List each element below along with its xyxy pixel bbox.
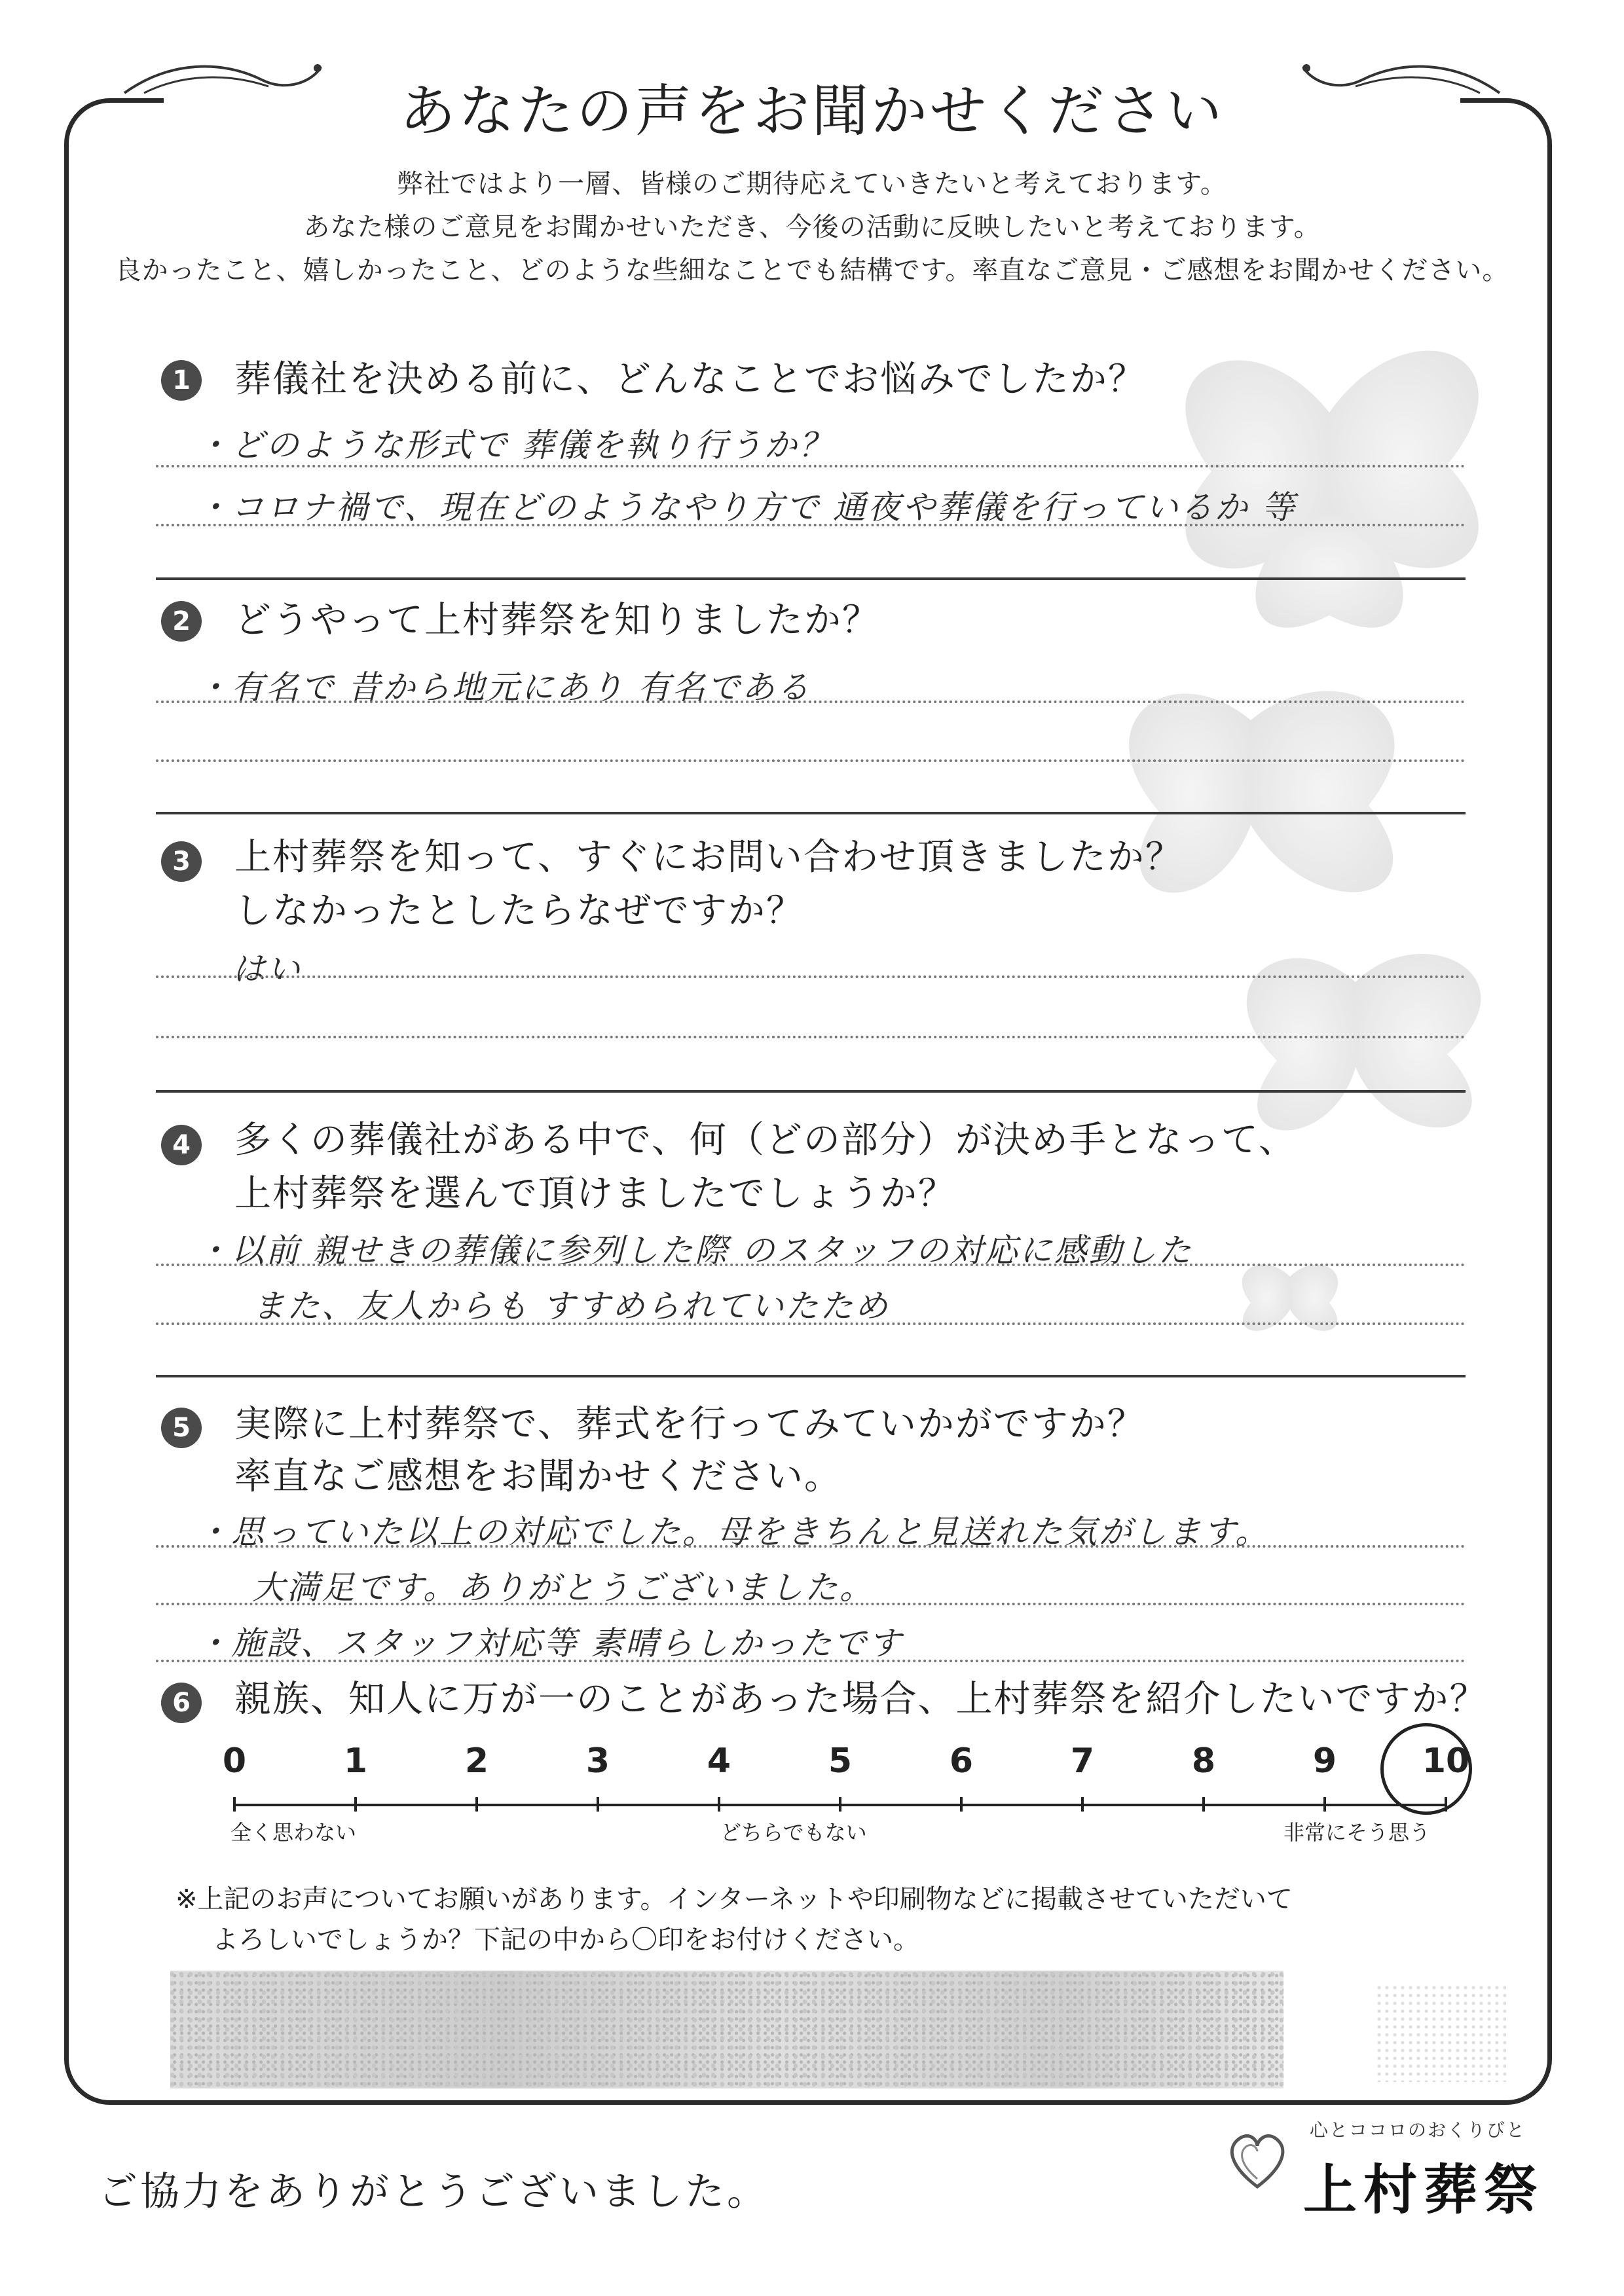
answer-line [156, 1545, 1466, 1548]
question-1-text: 葬儀社を決める前に、どんなことでお悩みでしたか？ [234, 358, 1146, 401]
scale-label-mid: どちらでもない [720, 1820, 867, 1845]
scale-tick [839, 1797, 841, 1812]
answer-5-line-1: ・思っていた以上の対応でした。母をきちんと見送れた気がします。 [196, 1513, 1270, 1551]
scale-value-1[interactable]: 1 [343, 1741, 368, 1781]
scale-tick [475, 1797, 478, 1812]
question-3-number: 3 [161, 841, 202, 882]
question-3-text-line-2: しなかったとしたらなぜですか？ [234, 890, 804, 932]
left-flourish-ornament [118, 54, 327, 106]
scale-value-2[interactable]: 2 [464, 1741, 489, 1781]
scale-tick [1081, 1797, 1084, 1812]
question-4-text-line-1: 多くの葬儀社がある中で、何（どの部分）が決め手となって、 [234, 1119, 1297, 1161]
answer-line [156, 1264, 1466, 1266]
redacted-area [170, 1971, 1283, 2088]
thanks-message: ご協力をありがとうございました。 [98, 2169, 769, 2215]
answer-line [156, 1660, 1466, 1662]
intro-line: あなた様のご意見をお聞かせいただき、今後の活動に反映したいと考えております。 [303, 212, 1321, 242]
answer-line [156, 1603, 1466, 1605]
answer-line [156, 465, 1466, 467]
scale-tick [1202, 1797, 1205, 1812]
page-title: あなたの声をお聞かせください [399, 79, 1225, 144]
note-line: よろしいでしょうか？下記の中から〇印をお付けください。 [212, 1925, 919, 1955]
intro-text [105, 162, 1519, 292]
scale-value-3[interactable]: 3 [585, 1741, 610, 1781]
scale-tick [597, 1797, 599, 1812]
question-4-number: 4 [161, 1125, 202, 1165]
title-banner [164, 52, 1460, 151]
answer-line [156, 524, 1466, 526]
section-divider [156, 812, 1466, 814]
question-5-text-line-1: 実際に上村葬祭で、葬式を行ってみていかがですか？ [234, 1403, 1145, 1446]
scale-value-7[interactable]: 7 [1070, 1741, 1095, 1781]
intro-line: 良かったこと、嬉しかったこと、どのような些細なことでも結構です。率直なご意見・ご感想をお聞かせください。 [115, 255, 1509, 285]
section-divider [156, 1090, 1466, 1093]
question-6-text: 親族、知人に万が一のことがあった場合、上村葬祭を紹介したいですか？ [234, 1678, 1488, 1721]
answer-line [156, 759, 1466, 762]
question-3-text-line-1: 上村葬祭を知って、すぐにお問い合わせ頂きましたか？ [234, 836, 1183, 879]
heart-logo-icon [1218, 2121, 1297, 2200]
answer-3-line-1: はい [232, 950, 302, 988]
scale-tick [718, 1797, 720, 1812]
answer-1-line-1: ・どのような形式で 葬儀を執り行うか？ [196, 426, 834, 464]
answer-5-line-2: 大満足です。ありがとうございました。 [252, 1569, 874, 1607]
answer-1-line-2: ・コロナ禍で、現在どのようなやり方で 通夜や葬儀を行っているか 等 [196, 488, 1297, 526]
scale-tick [233, 1797, 236, 1812]
scale-label-low: 全く思わない [231, 1820, 357, 1845]
answer-2-line-1: ・有名で 昔から地元にあり 有名である [196, 668, 811, 706]
scale-label-high: 非常にそう思う [1283, 1820, 1431, 1845]
question-1-number: 1 [161, 360, 202, 401]
answer-5-line-3: ・施設、スタッフ対応等 素晴らしかったです [196, 1624, 903, 1662]
scale-value-4[interactable]: 4 [707, 1741, 731, 1781]
answer-line [156, 701, 1466, 703]
question-5-number: 5 [161, 1408, 202, 1448]
publication-consent-note [175, 1879, 1293, 1960]
logo-tagline: 心とココロのおくりびと [1310, 2119, 1526, 2141]
company-logo-name: 上村葬祭 [1303, 2159, 1545, 2221]
section-divider [156, 1375, 1466, 1377]
question-4-text-line-2: 上村葬祭を選んで頂けましたでしょうか？ [234, 1173, 956, 1215]
scale-value-0[interactable]: 0 [222, 1741, 247, 1781]
answer-line [156, 1322, 1466, 1325]
question-2-number: 2 [161, 601, 202, 642]
answer-line [156, 975, 1466, 978]
question-2-text: どうやって上村葬祭を知りましたか？ [234, 599, 880, 642]
section-divider [156, 577, 1466, 580]
question-6-number: 6 [161, 1683, 202, 1723]
answer-line [156, 1036, 1466, 1038]
scale-tick [1323, 1797, 1326, 1812]
answer-4-line-2: また、友人からも すすめられていたため [252, 1287, 890, 1325]
note-line: ※上記のお声についてお願いがあります。インターネットや印刷物などに掲載させていただいて [175, 1884, 1293, 1914]
intro-line: 弊社ではより一層、皆様のご期待応えていきたいと考えております。 [397, 169, 1227, 199]
scale-value-9[interactable]: 9 [1312, 1741, 1337, 1781]
scale-value-5[interactable]: 5 [828, 1741, 853, 1781]
scale-tick [354, 1797, 357, 1812]
scale-tick [960, 1797, 963, 1812]
redacted-area [1375, 1984, 1506, 2082]
answer-4-line-1: ・以前 親せきの葬儀に参列した際 のスタッフの対応に感動した [196, 1231, 1193, 1269]
right-flourish-ornament [1297, 54, 1506, 106]
question-5-text-line-2: 率直なご感想をお聞かせください。 [234, 1455, 842, 1498]
scale-value-8[interactable]: 8 [1191, 1741, 1216, 1781]
scale-value-6[interactable]: 6 [949, 1741, 974, 1781]
selected-rating-circle [1380, 1723, 1472, 1815]
scale-value-10[interactable]: 10 [1422, 1741, 1470, 1781]
